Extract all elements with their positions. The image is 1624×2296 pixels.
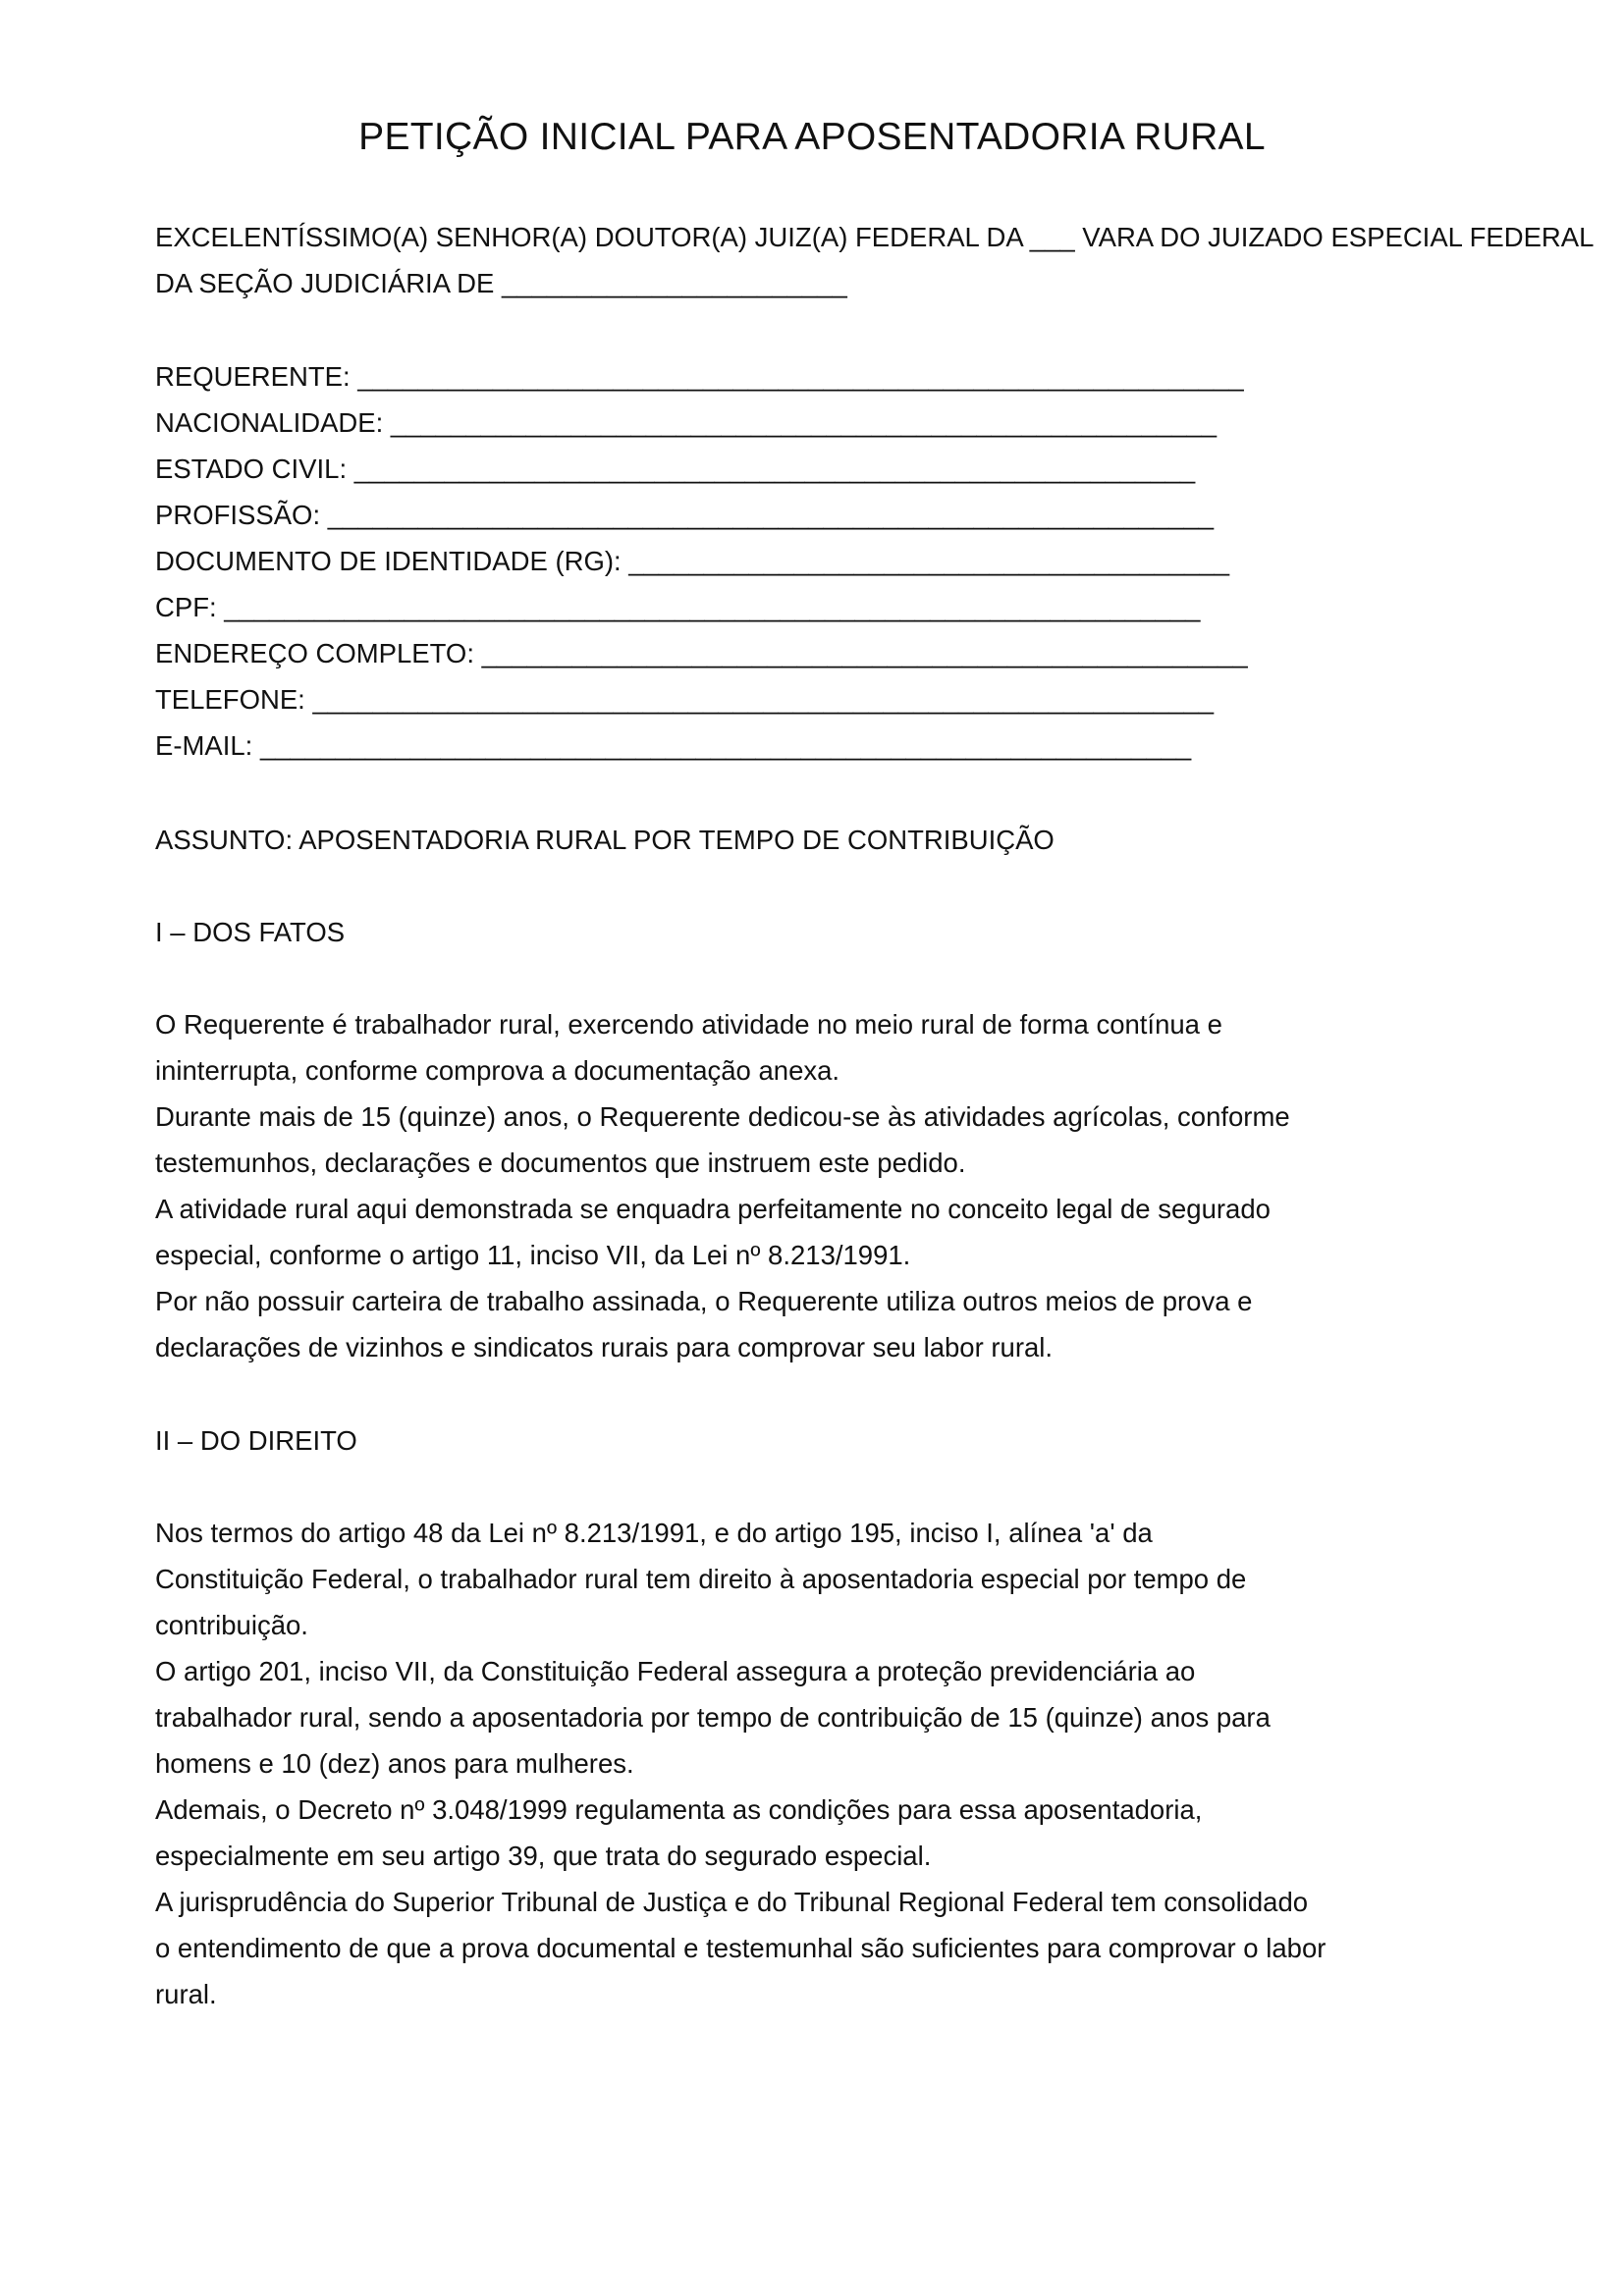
- field-email: E-MAIL: ______________________________________________________________: [155, 730, 1192, 761]
- direito-line: Constituição Federal, o trabalhador rural tem direito à aposentadoria especial por tempo de: [155, 1564, 1247, 1594]
- section-heading-fatos: I – DOS FATOS: [155, 917, 346, 947]
- applicant-fields: [155, 353, 1248, 769]
- direito-line: especialmente em seu artigo 39, que trata do segurado especial.: [155, 1841, 932, 1871]
- field-rg: DOCUMENTO DE IDENTIDADE (RG): ________________________________________: [155, 546, 1230, 576]
- direito-line: contribuição.: [155, 1610, 308, 1640]
- field-cpf: CPF: _________________________________________________________________: [155, 592, 1201, 622]
- field-nacionalidade: NACIONALIDADE: _______________________________________________________: [155, 407, 1218, 438]
- field-profissao: PROFISSÃO: ___________________________________________________________: [155, 500, 1215, 530]
- field-requerente: REQUERENTE: ___________________________________________________________: [155, 361, 1244, 392]
- direito-line: trabalhador rural, sendo a aposentadoria por tempo de contribuição de 15 (quinze) anos para: [155, 1702, 1271, 1733]
- fatos-line: declarações de vizinhos e sindicatos rurais para comprovar seu labor rural.: [155, 1332, 1054, 1362]
- section-direito-body: [155, 1510, 1326, 2017]
- fatos-line: ininterrupta, conforme comprova a documentação anexa.: [155, 1055, 840, 1086]
- subject-line: ASSUNTO: APOSENTADORIA RURAL POR TEMPO DE CONTRIBUIÇÃO: [155, 825, 1055, 855]
- address-line-1: EXCELENTÍSSIMO(A) SENHOR(A) DOUTOR(A) JUIZ(A) FEDERAL DA ___ VARA DO JUIZADO ESPECIAL FEDERAL: [155, 222, 1595, 252]
- section-heading-direito: II – DO DIREITO: [155, 1425, 357, 1456]
- direito-line: o entendimento de que a prova documental e testemunhal são suficientes para comprovar o labor: [155, 1933, 1326, 1963]
- field-telefone: TELEFONE: ____________________________________________________________: [155, 684, 1215, 715]
- fatos-line: testemunhos, declarações e documentos que instruem este pedido.: [155, 1148, 966, 1178]
- direito-line: Ademais, o Decreto nº 3.048/1999 regulamenta as condições para essa aposentadoria,: [155, 1794, 1203, 1825]
- fatos-line: Durante mais de 15 (quinze) anos, o Requerente dedicou-se às atividades agrícolas, conforme: [155, 1101, 1290, 1132]
- address-line-2: DA SEÇÃO JUDICIÁRIA DE _______________________: [155, 268, 847, 298]
- document-title: PETIÇÃO INICIAL PARA APOSENTADORIA RURAL: [358, 116, 1266, 158]
- court-address: [155, 214, 1594, 306]
- direito-line: O artigo 201, inciso VII, da Constituição Federal assegura a proteção previdenciária ao: [155, 1656, 1196, 1686]
- field-endereco: ENDEREÇO COMPLETO: ___________________________________________________: [155, 638, 1248, 668]
- fatos-line: Por não possuir carteira de trabalho assinada, o Requerente utiliza outros meios de prova e: [155, 1286, 1253, 1316]
- direito-line: homens e 10 (dez) anos para mulheres.: [155, 1748, 634, 1779]
- direito-line: Nos termos do artigo 48 da Lei nº 8.213/1991, e do artigo 195, inciso I, alínea 'a' da: [155, 1518, 1153, 1548]
- field-estado-civil: ESTADO CIVIL: ________________________________________________________: [155, 454, 1196, 484]
- fatos-line: O Requerente é trabalhador rural, exercendo atividade no meio rural de forma contínua e: [155, 1009, 1222, 1040]
- section-fatos-body: [155, 1001, 1290, 1370]
- fatos-line: A atividade rural aqui demonstrada se enquadra perfeitamente no conceito legal de segurado: [155, 1194, 1271, 1224]
- direito-line: A jurisprudência do Superior Tribunal de Justiça e do Tribunal Regional Federal tem consolidado: [155, 1887, 1309, 1917]
- fatos-line: especial, conforme o artigo 11, inciso VII, da Lei nº 8.213/1991.: [155, 1240, 911, 1270]
- direito-line: rural.: [155, 1979, 217, 2009]
